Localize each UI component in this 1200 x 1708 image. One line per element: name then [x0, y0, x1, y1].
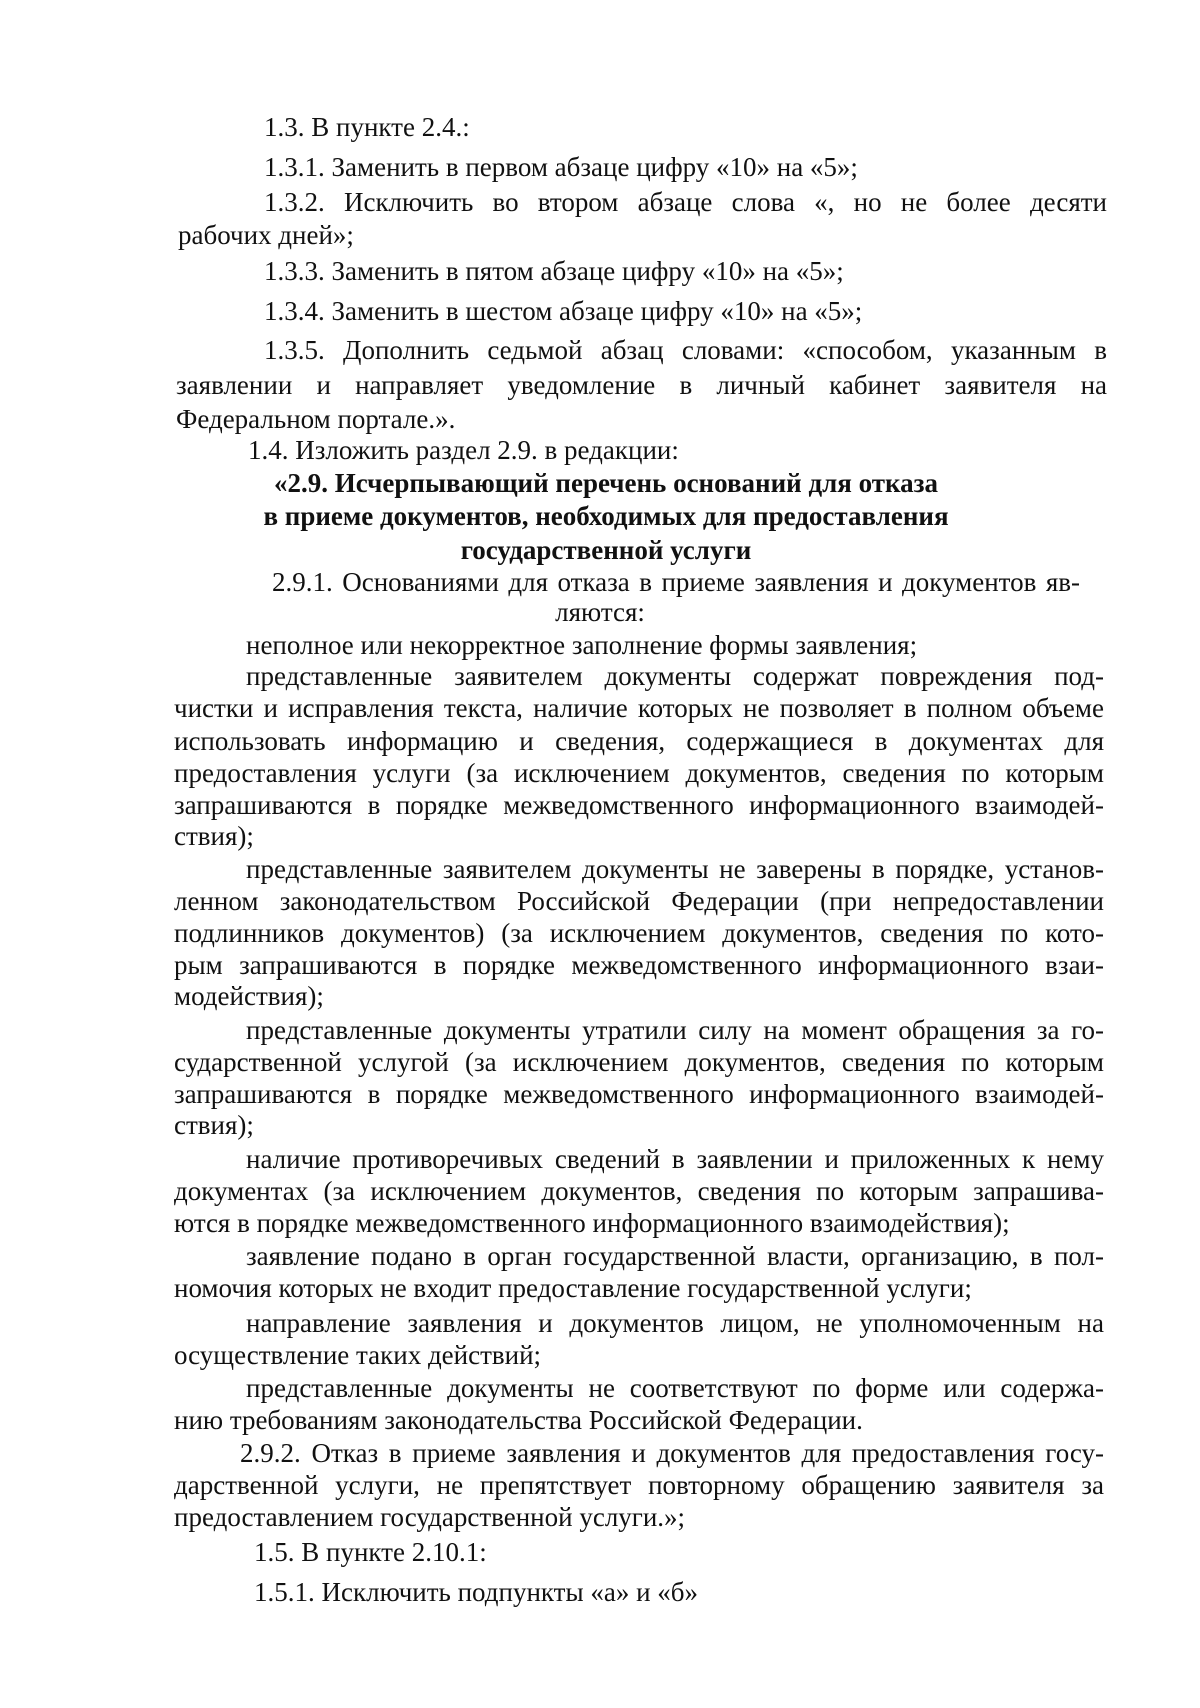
text-line: направление заявления и документов лицом, не уполномоченным на: [246, 1308, 1104, 1338]
text-line: рабочих дней»;: [178, 220, 354, 250]
text-line: представленные заявителем документы содержат повреждения под-: [246, 661, 1104, 691]
text-line: чистки и исправления текста, наличие которых не позволяет в полном объеме: [174, 693, 1104, 723]
text-line: ленном законодательством Российской Федерации (при непредоставлении: [174, 886, 1104, 916]
text-line: заявление подано в орган государственной власти, организацию, в пол-: [246, 1241, 1104, 1271]
text-line: представленные документы не соответствуют по форме или содержа-: [246, 1373, 1104, 1403]
text-line: 1.3.3. Заменить в пятом абзаце цифру «10» на «5»;: [264, 256, 844, 286]
text-line: предоставления услуги (за исключением документов, сведения по которым: [174, 758, 1104, 788]
text-line: рым запрашиваются в порядке межведомственного информационного взаи-: [174, 950, 1104, 980]
text-line: нию требованиям законодательства Российской Федерации.: [174, 1405, 863, 1435]
text-line: заявлении и направляет уведомление в личный кабинет заявителя на: [176, 370, 1107, 400]
text-line: 2.9.2. Отказ в приеме заявления и документов для предоставления госу-: [240, 1438, 1104, 1468]
text-line: 2.9.1. Основаниями для отказа в приеме заявления и документов яв-: [272, 567, 1080, 597]
text-line: неполное или некорректное заполнение формы заявления;: [246, 630, 918, 660]
section-heading-line: в приеме документов, необходимых для предоставления: [263, 501, 949, 531]
text-line: 1.3.5. Дополнить седьмой абзац словами: «способом, указанным в: [264, 335, 1107, 365]
text-line: сударственной услугой (за исключением документов, сведения по которым: [174, 1047, 1104, 1077]
text-line: Федеральном портале.».: [176, 404, 456, 434]
text-line: представленные заявителем документы не заверены в порядке, установ-: [246, 854, 1104, 884]
section-heading-line: государственной услуги: [460, 535, 752, 565]
text-line: предоставлением государственной услуги.»;: [174, 1502, 686, 1532]
text-line: 1.3.1. Заменить в первом абзаце цифру «10» на «5»;: [264, 152, 858, 182]
text-line: ствия);: [174, 821, 254, 851]
section-heading-line: «2.9. Исчерпывающий перечень оснований для отказа: [273, 468, 939, 498]
text-line: ляются:: [555, 597, 645, 627]
text-line: использовать информацию и сведения, содержащиеся в документах для: [174, 726, 1104, 756]
text-line: документах (за исключением документов, сведения по которым запрашива-: [174, 1176, 1104, 1206]
text-line: дарственной услуги, не препятствует повторному обращению заявителя за: [174, 1470, 1104, 1500]
text-line: наличие противоречивых сведений в заявлении и приложенных к нему: [246, 1144, 1104, 1174]
text-line: осуществление таких действий;: [174, 1340, 542, 1370]
text-line: подлинников документов) (за исключением документов, сведения по кото-: [174, 918, 1104, 948]
text-line: запрашиваются в порядке межведомственного информационного взаимодей-: [174, 1079, 1104, 1109]
text-line: ются в порядке межведомственного информационного взаимодействия);: [174, 1208, 1010, 1238]
text-line: 1.4. Изложить раздел 2.9. в редакции:: [248, 435, 679, 465]
text-line: запрашиваются в порядке межведомственного информационного взаимодей-: [174, 790, 1104, 820]
text-line: 1.5.1. Исключить подпункты «а» и «б»: [254, 1577, 699, 1607]
text-line: 1.3.2. Исключить во втором абзаце слова «, но не более десяти: [264, 187, 1107, 217]
text-line: ствия);: [174, 1110, 254, 1140]
text-line: 1.5. В пункте 2.10.1:: [254, 1537, 487, 1567]
text-line: модействия);: [174, 981, 324, 1011]
text-line: номочия которых не входит предоставление государственной услуги;: [174, 1273, 972, 1303]
text-line: 1.3.4. Заменить в шестом абзаце цифру «10» на «5»;: [264, 296, 863, 326]
text-line: 1.3. В пункте 2.4.:: [264, 112, 470, 142]
text-line: представленные документы утратили силу на момент обращения за го-: [246, 1015, 1104, 1045]
